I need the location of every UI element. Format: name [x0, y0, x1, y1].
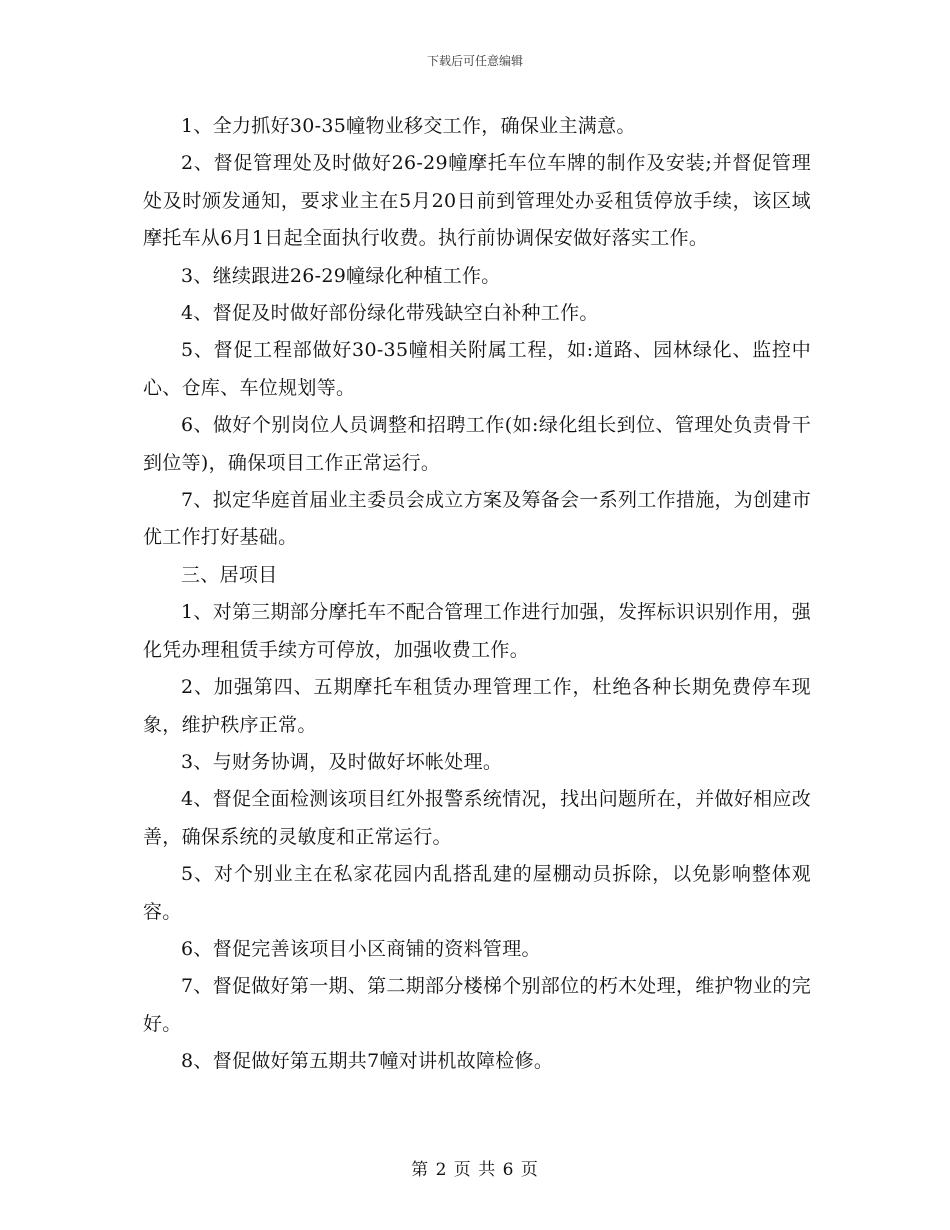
paragraph: 3、继续跟进26-29幢绿化种植工作。 — [181, 264, 501, 287]
page-footer: 第 2 页 共 6 页 — [411, 1160, 539, 1180]
paragraph: 4、督促及时做好部份绿化带残缺空白补种工作。 — [181, 302, 599, 325]
paragraph: 7、督促做好第一期、第二期部分楼梯个别部位的朽木处理，维护物业的完好。 — [143, 975, 811, 1035]
paragraph: 5、对个别业主在私家花园内乱搭乱建的屋棚动员拆除，以免影响整体观容。 — [143, 863, 811, 923]
paragraph: 1、对第三期部分摩托车不配合管理工作进行加强，发挥标识识别作用，强化凭办理租赁手续方可停放，加强收费工作。 — [143, 601, 811, 661]
page-header: 下载后可任意编辑 — [426, 54, 523, 68]
paragraph: 8、督促做好第五期共7幢对讲机故障检修。 — [181, 1050, 554, 1073]
paragraph: 2、加强第四、五期摩托车租赁办理管理工作，杜绝各种长期免费停车现象，维护秩序正常。 — [143, 676, 811, 736]
paragraph: 5、督促工程部做好30-35幢相关附属工程，如:道路、园林绿化、监控中心、仓库、车位规划等。 — [143, 339, 811, 399]
paragraph: 7、拟定华庭首届业主委员会成立方案及筹备会一系列工作措施，为创建市优工作打好基础。 — [143, 489, 811, 549]
document-body — [143, 108, 811, 1081]
paragraph: 3、与财务协调，及时做好坏帐处理。 — [181, 750, 503, 773]
paragraph: 6、做好个别岗位人员调整和招聘工作(如:绿化组长到位、管理处负责骨干到位等)，确保项目工作正常运行。 — [143, 414, 811, 474]
section-heading: 三、居项目 — [181, 563, 278, 586]
paragraph: 1、全力抓好30-35幢物业移交工作，确保业主满意。 — [181, 115, 636, 137]
paragraph: 4、督促全面检测该项目红外报警系统情况，找出问题所在，并做好相应改善，确保系统的灵敏度和正常运行。 — [143, 788, 811, 848]
paragraph: 6、督促完善该项目小区商铺的资料管理。 — [181, 937, 541, 960]
paragraph: 2、督促管理处及时做好26-29幢摩托车位车牌的制作及安装;并督促管理处及时颁发通知，要求业主在5月20日前到管理处办妥租赁停放手续，该区域摩托车从6月1日起全面执行收费。执行前协调保安做好落实工作。 — [143, 152, 811, 250]
